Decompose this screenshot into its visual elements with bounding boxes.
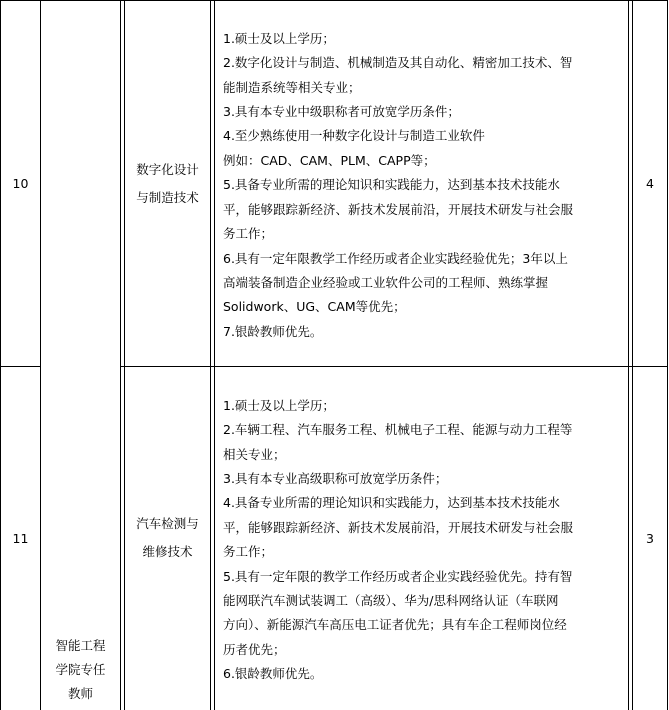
major-cell — [125, 367, 211, 710]
requirement-line: 高端装备制造企业经验或工业软件公司的工程师、熟练掌握 — [223, 274, 549, 290]
requirement-line: 2.车辆工程、汽车服务工程、机械电子工程、能源与动力工程等 — [223, 422, 573, 438]
department-line: 教师 — [67, 685, 93, 701]
department-cell — [41, 1, 121, 710]
requirement-line: 3.具有本专业中级职称者可放宽学历条件； — [223, 104, 460, 120]
requirement-line: 1.硕士及以上学历； — [223, 397, 335, 413]
requirement-line: 4.至少熟练使用一种数字化设计与制造工业软件 — [223, 128, 485, 144]
row-number: 11 — [1, 367, 41, 710]
requirement-line: 1.硕士及以上学历； — [223, 30, 335, 46]
department-line: 学院专任 — [55, 661, 106, 677]
requirement-line: 3.具有本专业高级职称可放宽学历条件； — [223, 471, 448, 487]
requirements-cell — [215, 1, 629, 367]
requirement-line: 4.具备专业所需的理论知识和实践能力，达到基本技术技能水 — [223, 495, 560, 511]
requirement-line: 平，能够跟踪新经济、新技术发展前沿，开展技术研发与社会服 — [223, 519, 574, 535]
requirements-cell — [215, 367, 629, 710]
requirement-line: 历者优先； — [223, 641, 286, 657]
department-line: 智能工程 — [55, 637, 106, 653]
major-line: 与制造技术 — [136, 189, 199, 205]
row-number: 10 — [1, 1, 41, 367]
requirement-line: 务工作； — [223, 226, 274, 242]
requirement-line: Solidwork、UG、CAM等优先； — [223, 299, 406, 315]
major-cell — [125, 1, 211, 367]
requirement-line: 方向）、新能源汽车高压电工证者优先；具有车企工程师岗位经 — [223, 617, 567, 633]
requirement-line: 例如：CAD、CAM、PLM、CAPP等； — [223, 152, 436, 168]
requirement-line: 5.具备专业所需的理论知识和实践能力，达到基本技术技能水 — [223, 177, 560, 193]
requirement-line: 能制造系统等相关专业； — [223, 79, 361, 95]
major-line: 数字化设计 — [136, 161, 199, 177]
requirement-line: 2.数字化设计与制造、机械制造及其自动化、精密加工技术、智 — [223, 55, 573, 71]
table-row-10 — [1, 1, 668, 367]
headcount-cell: 3 — [633, 367, 668, 710]
major-line: 维修技术 — [142, 544, 193, 560]
requirement-line: 6.银龄教师优先。 — [223, 666, 323, 682]
requirement-line: 能网联汽车测试装调工（高级）、华为/思科网络认证（车联网 — [223, 593, 559, 609]
requirement-line: 7.银龄教师优先。 — [223, 323, 323, 339]
major-line: 汽车检测与 — [136, 516, 199, 532]
requirement-line: 5.具有一定年限的教学工作经历或者企业实践经验优先。持有智 — [223, 568, 573, 584]
requirement-line: 平，能够跟踪新经济、新技术发展前沿，开展技术研发与社会服 — [223, 201, 574, 217]
requirement-line: 6.具有一定年限教学工作经历或者企业实践经验优先；3年以上 — [223, 250, 568, 266]
requirement-line: 相关专业； — [223, 446, 286, 462]
headcount-cell: 4 — [633, 1, 668, 367]
requirement-line: 务工作； — [223, 544, 274, 560]
